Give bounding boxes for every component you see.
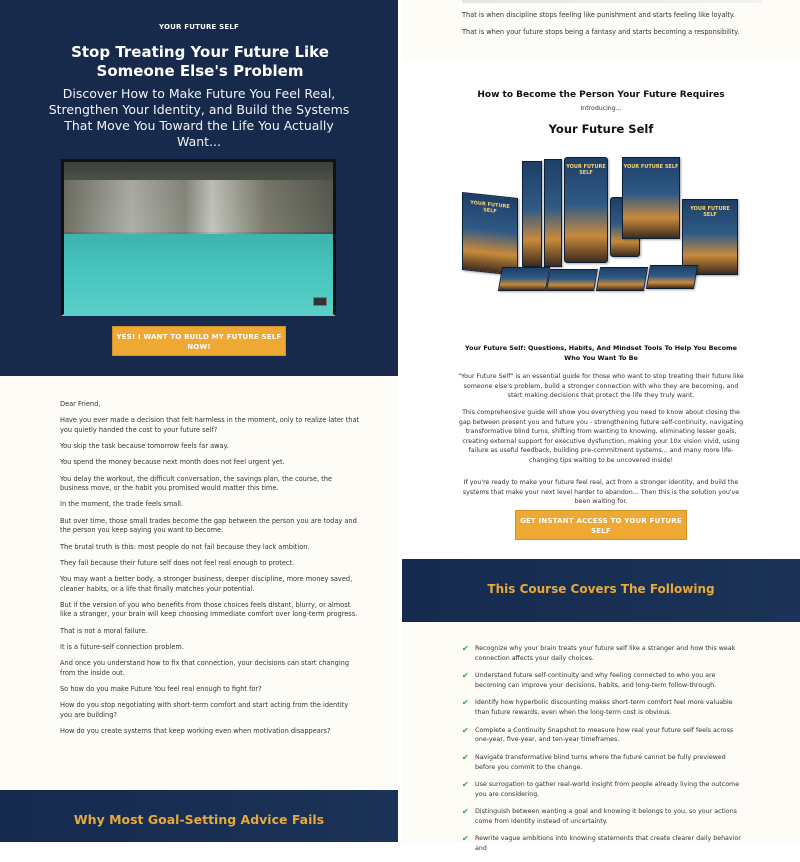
list-item: ✔ Rewrite vague ambitions into knowing statements that create clearer daily behavior and — [462, 834, 741, 853]
eyebrow: YOUR FUTURE SELF — [158, 23, 240, 31]
book-spine — [544, 159, 562, 267]
letter-paragraph: You spend the money because next month does not feel urgent yet. — [60, 458, 285, 467]
list-item: ✔ Use surrogation to gather real-world insight from people already living the outcome you are considering. — [462, 779, 740, 798]
list-item: ✔ Understand future self-continuity and why feeling connected to who you are becoming can improve your decisions, habits, and long-term follow-through. — [462, 671, 717, 689]
list-item: ✔ Complete a Continuity Snapshot to measure how real your future self feels across one-year, five-year, and ten-year timeframes. — [462, 725, 734, 744]
course-covers-header — [402, 559, 800, 622]
report-cover — [546, 269, 598, 291]
letter-paragraph: You skip the task because tomorrow feels far away. — [60, 442, 229, 451]
letter-paragraph: That is not a moral failure. — [60, 626, 148, 635]
list-item: ✔ Recognize why your brain treats your future self like a stranger and how this weak connection affects your daily choices. — [462, 644, 736, 662]
check-icon: ✔ — [462, 644, 469, 653]
letter-paragraph: It is a future-self connection problem. — [60, 643, 184, 652]
letter-paragraph: You delay the workout, the difficult conversation, the savings plan, the course, the business move, or the habit you promised would matter this time. — [60, 474, 333, 493]
list-item: ✔ Identify how hyperbolic discounting makes short-term comfort feel more valuable than future rewards, even when the long-term cost is obvious. — [462, 698, 733, 717]
hero-section — [0, 0, 398, 376]
check-icon: ✔ — [462, 698, 469, 708]
hero-title: Stop Treating Your Future Like Someone Else's Problem — [71, 43, 329, 80]
product-mockup-image — [460, 157, 742, 291]
video-player[interactable] — [61, 159, 336, 316]
course-covers-title: This Course Covers The Following — [487, 582, 715, 596]
product-cta-button[interactable]: GET INSTANT ACCESS TO YOUR FUTURE SELF — [515, 510, 687, 540]
letter-paragraph: How do you create systems that keep working even when motivation disappears? — [60, 727, 331, 736]
product-description: This comprehensive guide will show you everything you need to know about closing the gap between present you and future you - strengthening future self-continuity, navigating transformative blind turns, shifting from wanting to knowing, eliminating lesser goals, creating external support for executive dysfunction, making your 10x vision vivid, using failure as useful feedback, building pre-commitment systems... and many more life-changing tips waiting to be uncovered inside! — [458, 409, 744, 464]
book-cover-side: YOUR FUTURE SELF — [682, 199, 738, 275]
check-icon: ✔ — [462, 752, 469, 762]
product-section — [402, 75, 800, 555]
letter-paragraph: That is when discipline stops feeling like punishment and starts feeling like loyalty. — [462, 11, 735, 19]
product-description: "Your Future Self" is an essential guide for those who want to stop treating their future like someone else's problem, build a stronger connection with who they are becoming, and start making decisions that protect the life they truly want. — [458, 373, 744, 400]
sales-letter — [0, 376, 398, 790]
letter-paragraph: Dear Friend, — [60, 400, 101, 408]
report-cover — [646, 265, 698, 289]
letter-paragraph: So how do you make Future You feel real enough to fight for? — [60, 685, 262, 694]
check-icon: ✔ — [462, 671, 469, 681]
letter-paragraph: And once you understand how to fix that connection, your decisions can start changing from the inside out. — [60, 659, 350, 677]
cropped-text-line — [462, 0, 762, 3]
letter-paragraph: In the moment, the trade feels small. — [60, 500, 184, 509]
how-to-title: How to Become the Person Your Future Requires — [477, 90, 725, 100]
list-item: ✔ Navigate transformative blind turns where the future cannot be fully previewed before you commit to the change. — [462, 752, 726, 771]
letter-paragraph: They fail because their future self does not feel real enough to protect. — [60, 558, 295, 567]
letter-paragraph: You may want a better body, a stronger business, deeper discipline, more money saved, cleaner habits, or a life that finally matches your potential. — [60, 575, 353, 593]
letter-paragraph: But if the version of you who benefits from those choices feels distant, blurry, or almost like a stranger, your brain will keep choosing immediate comfort over long-term progress. — [60, 600, 358, 619]
check-icon: ✔ — [462, 779, 469, 789]
why-section-title: Why Most Goal-Setting Advice Fails — [73, 812, 325, 827]
introducing-label: Introducing... — [580, 105, 622, 112]
report-cover — [498, 267, 550, 291]
letter-paragraph: Have you ever made a decision that felt harmless in the moment, only to realize later that you quietly handed the cost to your future self? — [60, 416, 360, 434]
course-covers-list-section — [402, 622, 800, 853]
check-icon: ✔ — [462, 725, 469, 735]
letter-paragraph: How do you stop negotiating with short-term comfort and start acting from the identity you are building? — [60, 701, 349, 719]
product-description: If you're ready to make your future feel real, act from a stronger identity, and build the systems that make your next level harder to abandon... Then this is the solution you've been waiting for. — [462, 479, 740, 506]
book-cover-main: YOUR FUTURE SELF — [622, 157, 680, 239]
course-covers-list — [462, 644, 742, 862]
letter-paragraph: The brutal truth is this: most people do not fail because they lack ambition. — [60, 542, 310, 551]
report-cover — [596, 267, 648, 291]
hero-cta-button[interactable]: YES! I WANT TO BUILD MY FUTURE SELF NOW! — [112, 326, 286, 356]
letter-paragraph: That is when your future stops being a fantasy and starts becoming a responsibility. — [462, 28, 740, 36]
check-icon: ✔ — [462, 807, 469, 817]
tablet-mockup: YOUR FUTURE SELF — [564, 157, 608, 263]
video-frame-cliffs — [64, 180, 333, 242]
product-heading: Your Future Self: Questions, Habits, And Mindset Tools To Help You Become Who You Want To Be — [465, 344, 737, 362]
letter-continuation — [402, 0, 800, 62]
book-cover-spiral: YOUR FUTURE SELF — [462, 192, 518, 276]
video-frame-water — [64, 234, 333, 316]
book-spine — [522, 161, 542, 267]
letter-paragraph: But over time, those small trades become the gap between the person you are today and the person you keep saying you want to become. — [60, 516, 357, 535]
hero-subtitle: Discover How to Make Future You Feel Real, Strengthen Your Identity, and Build the Systems That Move You Toward the Life You Actually Want... — [48, 86, 350, 149]
right-column — [402, 0, 800, 853]
check-icon: ✔ — [462, 834, 469, 844]
left-column — [0, 0, 398, 842]
why-section-header — [0, 790, 398, 842]
video-control-icon[interactable] — [313, 297, 327, 306]
list-item: ✔ Distinguish between wanting a goal and knowing it belongs to you, so your actions come from identity instead of uncertainty. — [462, 807, 737, 825]
product-title: Your Future Self — [548, 122, 654, 136]
